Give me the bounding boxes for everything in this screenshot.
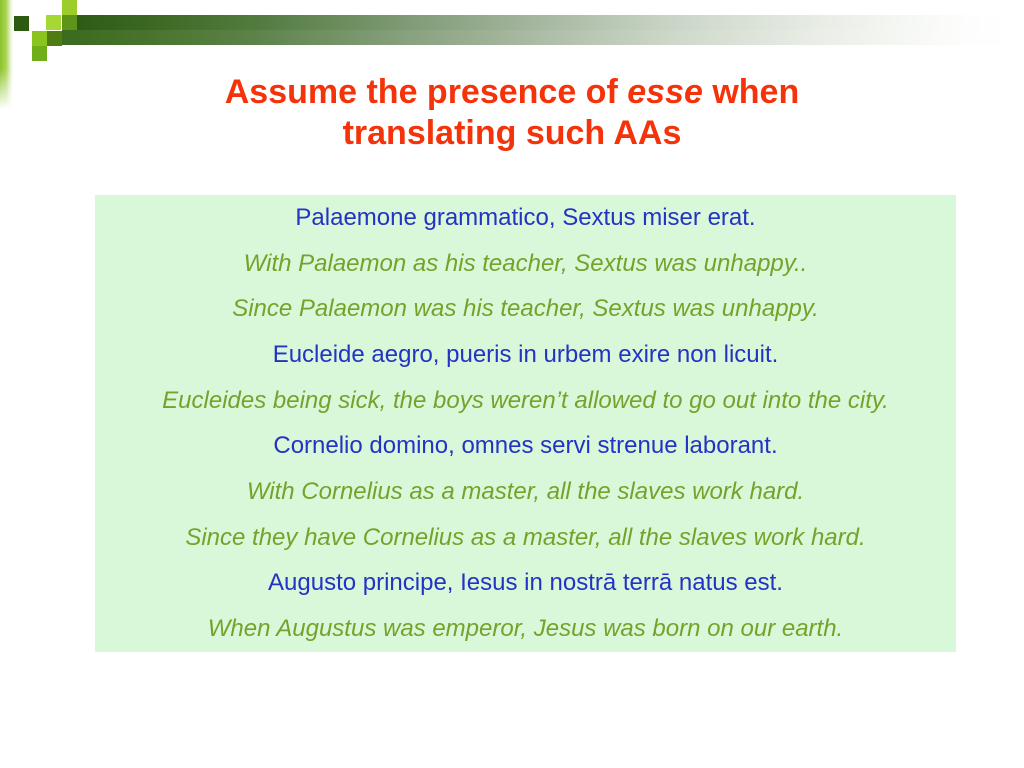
logo-square [14, 16, 29, 31]
slide-title-line2: translating such AAs [342, 114, 682, 152]
latin-sentence: Palaemone grammatico, Sextus miser erat. [295, 203, 756, 231]
translation-sentence: When Augustus was emperor, Jesus was born on our earth. [207, 615, 844, 643]
latin-sentence: Augusto principe, Iesus in nostrā terrā natus est. [268, 569, 783, 597]
title-text-pre: Assume the presence of [224, 73, 618, 111]
logo-square [32, 46, 47, 61]
logo-square [62, 15, 77, 30]
translation-sentence: With Cornelius as a master, all the slaves work hard. [246, 478, 805, 506]
title-emphasis: esse [627, 73, 703, 111]
logo-square [62, 0, 77, 15]
header-gradient-bar-bottom [62, 30, 1010, 45]
translation-sentence: Since they have Cornelius as a master, all the slaves work hard. [185, 523, 866, 551]
latin-sentence: Eucleide aegro, pueris in urbem exire non licuit. [272, 340, 779, 368]
title-text-post: when [712, 73, 800, 111]
logo-square [46, 15, 61, 30]
logo-square [47, 31, 62, 46]
header-gradient-bar-top [77, 15, 1010, 30]
logo-square [32, 31, 47, 46]
translation-sentence: Eucleides being sick, the boys weren’t allowed to go out into the city. [162, 386, 889, 414]
latin-sentence: Cornelio domino, omnes servi strenue laborant. [273, 432, 778, 460]
slide-title [0, 72, 1024, 154]
slide-title-line1 [0, 72, 1024, 113]
content-box [95, 195, 956, 652]
translation-sentence: With Palaemon as his teacher, Sextus was unhappy.. [243, 249, 808, 277]
translation-sentence: Since Palaemon was his teacher, Sextus was unhappy. [232, 295, 819, 323]
